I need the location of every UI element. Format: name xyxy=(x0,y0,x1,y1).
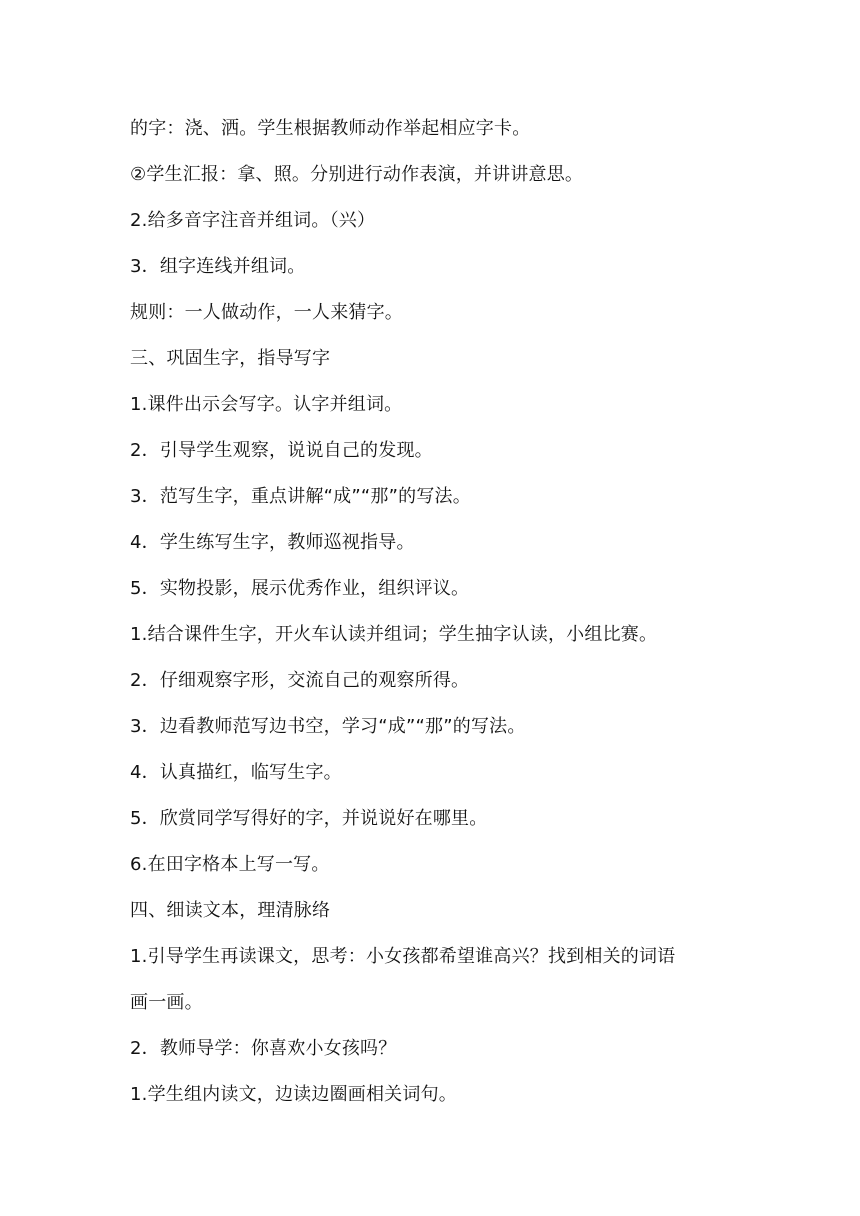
text-line: 4．学生练写生字，教师巡视指导。 xyxy=(130,532,415,553)
text-line: 1.结合课件生字，开火车认读并组词；学生抽字认读，小组比赛。 xyxy=(130,624,658,645)
text-line: 3．范写生字，重点讲解“成”“那”的写法。 xyxy=(130,486,471,507)
text-line: 3．边看教师范写边书空，学习“成”“那”的写法。 xyxy=(130,716,526,737)
text-line: 3．组字连线并组词。 xyxy=(130,256,306,277)
text-line: 5．实物投影，展示优秀作业，组织评议。 xyxy=(130,578,470,599)
text-line: 1.引导学生再读课文，思考：小女孩都希望谁高兴？找到相关的词语 xyxy=(130,946,676,967)
text-line: 5．欣赏同学写得好的字，并说说好在哪里。 xyxy=(130,808,488,829)
text-line: 的字：浇、洒。学生根据教师动作举起相应字卡。 xyxy=(130,118,531,139)
text-line: 2．引导学生观察，说说自己的发现。 xyxy=(130,440,433,461)
text-line: 4．认真描红，临写生字。 xyxy=(130,762,342,783)
text-line: 1.学生组内读文，边读边圈画相关词句。 xyxy=(130,1084,457,1105)
text-line: 2.给多音字注音并组词。（兴） xyxy=(130,210,376,231)
section-heading: 四、细读文本，理清脉络 xyxy=(130,900,331,921)
text-line: 6.在田字格本上写一写。 xyxy=(130,854,330,875)
text-line: 2．教师导学：你喜欢小女孩吗？ xyxy=(130,1038,397,1059)
text-line: 规则：一人做动作，一人来猜字。 xyxy=(130,302,403,323)
text-line: 画一画。 xyxy=(130,992,203,1013)
document-body xyxy=(130,106,770,1118)
text-line: 1.课件出示会写字。认字并组词。 xyxy=(130,394,403,415)
section-heading: 三、巩固生字，指导写字 xyxy=(130,348,331,369)
text-line: ②学生汇报：拿、照。分别进行动作表演，并讲讲意思。 xyxy=(130,164,584,185)
text-line: 2．仔细观察字形，交流自己的观察所得。 xyxy=(130,670,470,691)
